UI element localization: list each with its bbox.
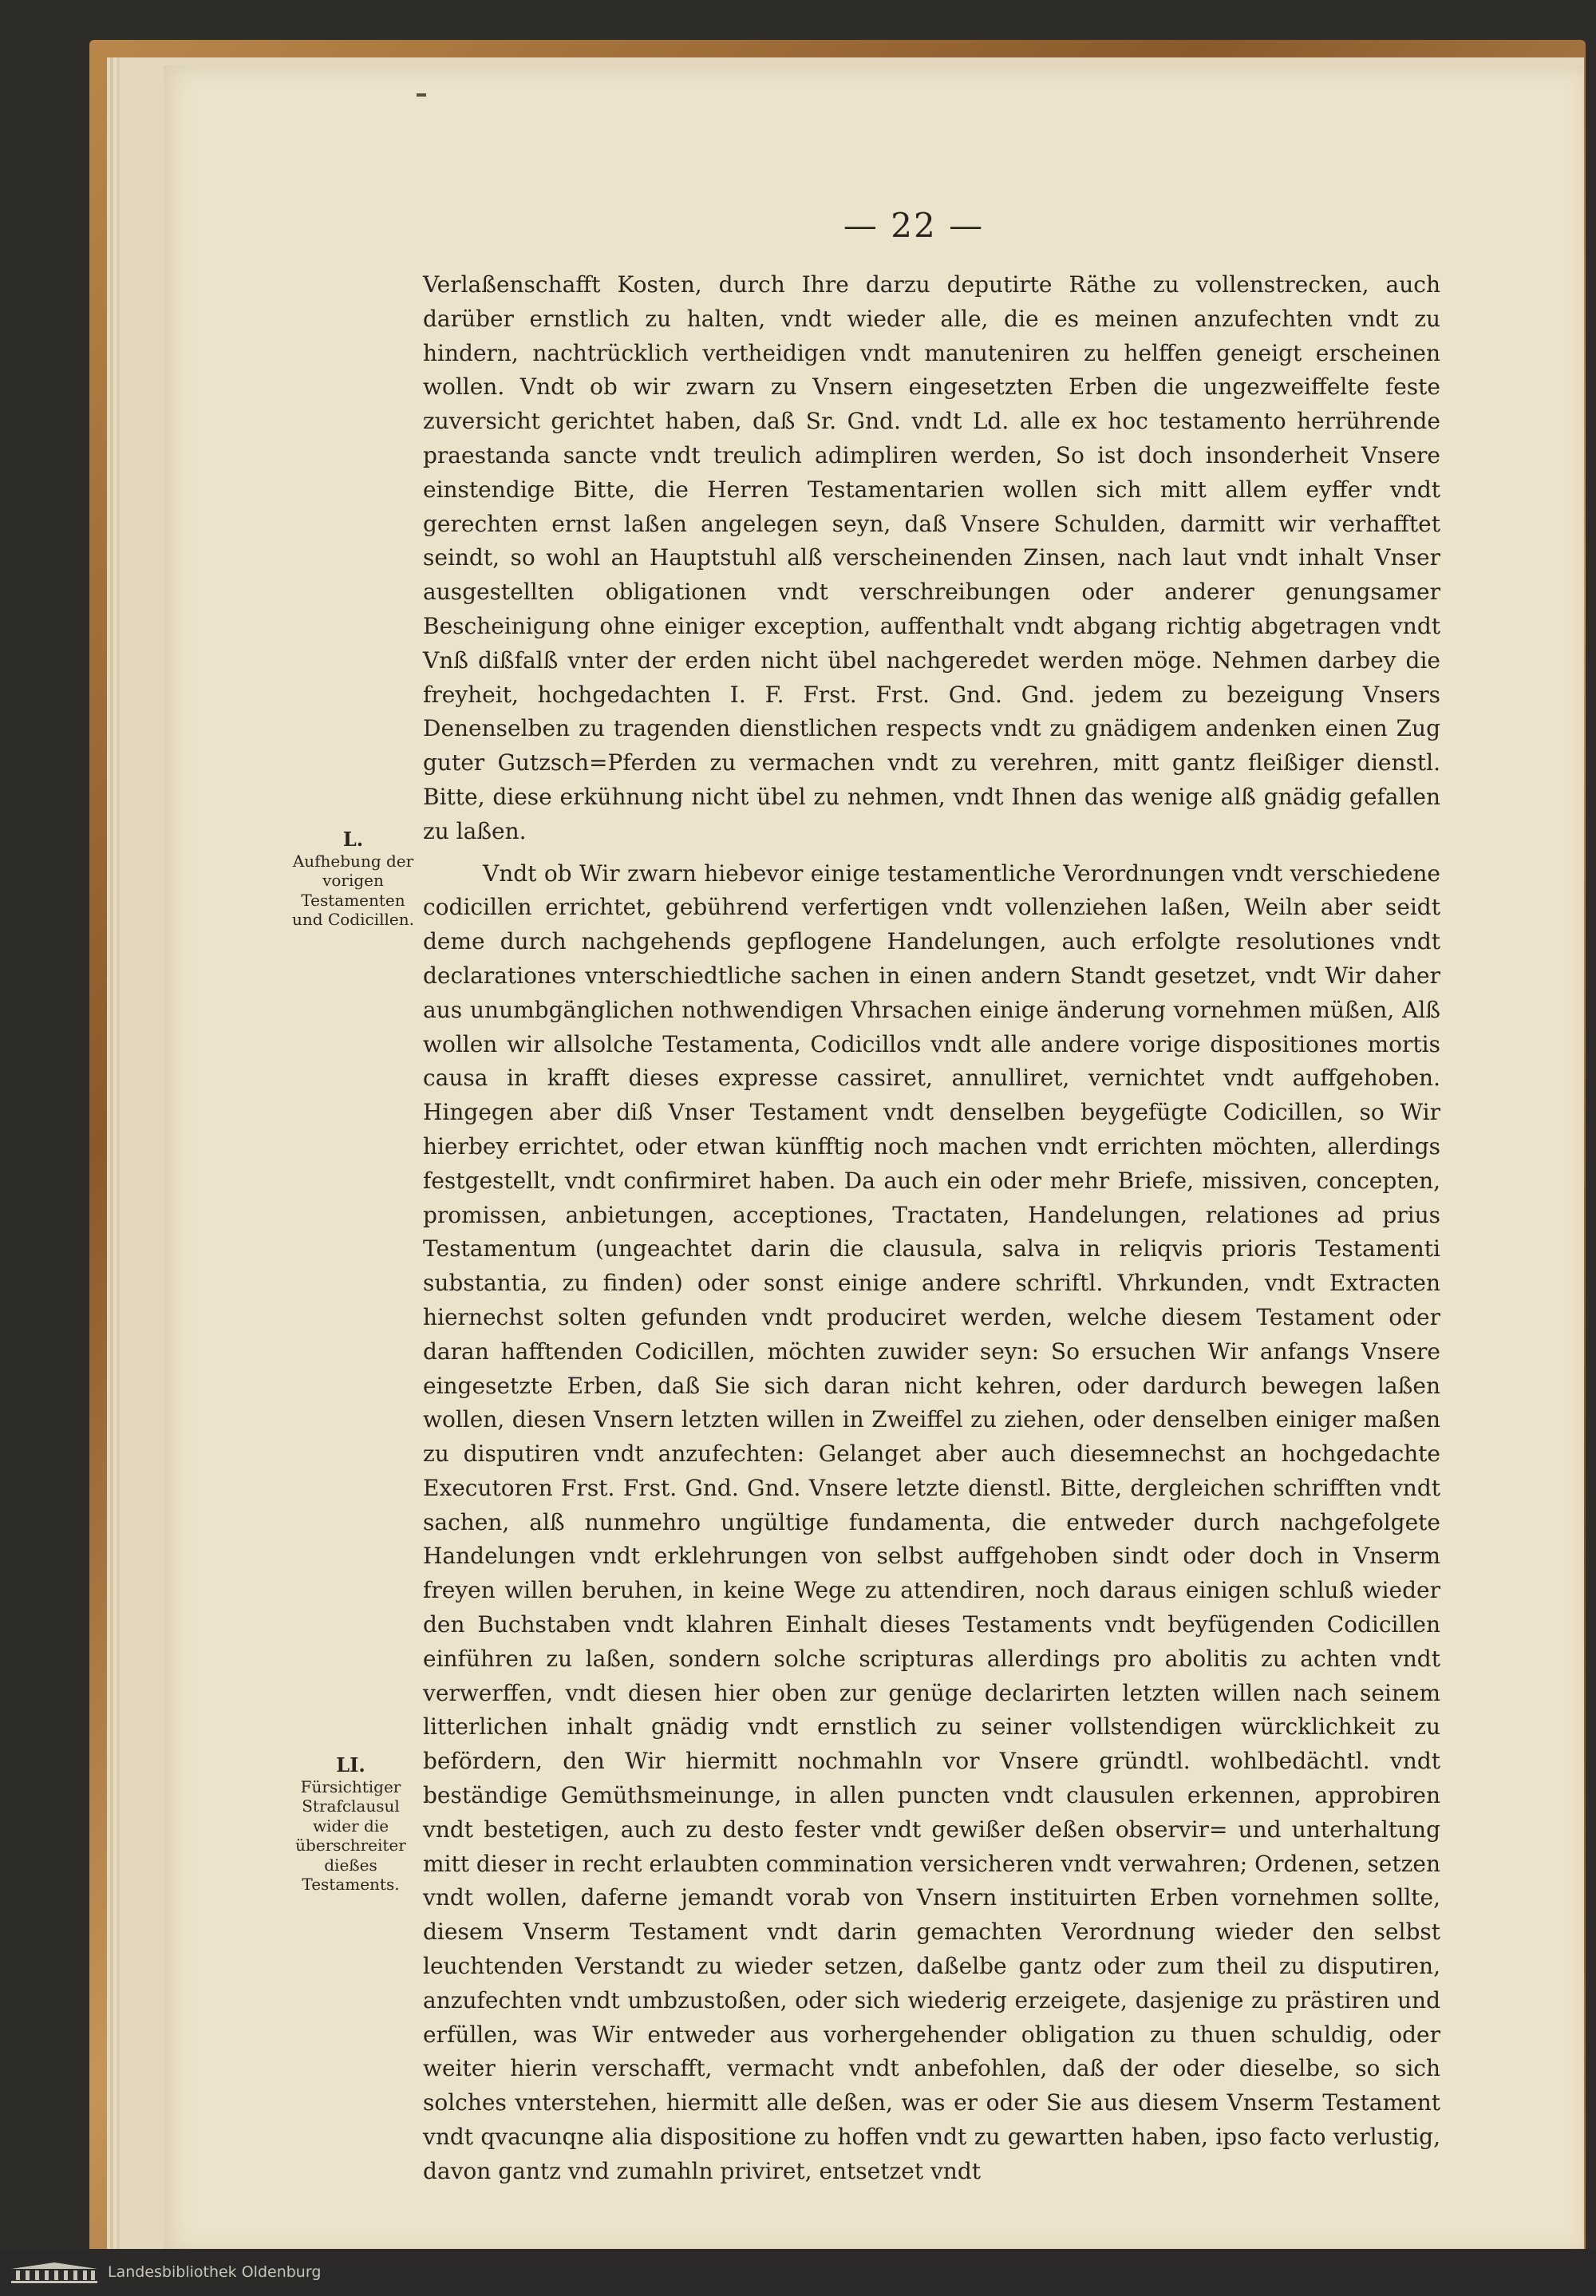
marginal-note xyxy=(281,1753,421,1895)
library-building-logo xyxy=(10,2262,99,2284)
page-number: — 22 — xyxy=(843,206,985,245)
marginal-note-text: Aufhebung der vorigen Testamenten und Codicillen. xyxy=(292,851,414,929)
paragraph: Verlaßenschafft Kosten, durch Ihre darzu deputirte Räthe zu vollenstrecken, auch darüber ernstlich zu halten, vndt wieder alle, die es meinen anzufechten vndt zu hindern, nachtrücklich vertheidigen vndt manuteniren zu helffen geneigt erscheinen wollen. Vndt ob wir zwarn zu Vnsern eingesetzten Erben die ungezweiffelte feste zuversicht gerichtet haben, daß Sr. Gnd. vndt Ld. alle ex hoc testamento herrührende praestanda sancte vndt treulich adimpliren werden, So ist doch insonderheit Vnsere einstendige Bitte, die Herren Testamentarien wollen sich mitt allem eyffer vndt gerechten ernst laßen angelegen seyn, daß Vnsere Schulden, darmitt wir verhafftet seindt, so wohl an Hauptstuhl alß verscheinenden Zinsen, nach laut vndt inhalt Vnser ausgestellten obligationen vndt verschreibungen oder anderer genungsamer Bescheinigung ohne einiger exception, auffenthalt vndt abgang richtig abgetragen vndt Vnß dißfalß vnter der erden nicht übel nachgeredet werden möge. Nehmen darbey die freyheit, hochgedachten I. F. Frst. Frst. Gnd. Gnd. jedem zu bezeigung Vnsers Denenselben zu tragenden dienstlichen respects vndt zu gnädigem andenken einen Zug guter Gutzsch=Pferden zu vermachen vndt zu verehren, mitt gantz fleißiger dienstl. Bitte, diese erkühnung nicht übel zu nehmen, vndt Ihnen das wenige alß gnädig gefallen zu laßen. xyxy=(423,271,1440,844)
library-name: Landesbibliothek Oldenburg xyxy=(108,2263,322,2281)
marginal-note-text: Fürsichtiger Strafclausul wider die überschreiter dießes Testaments. xyxy=(295,1776,406,1894)
marginal-note xyxy=(283,830,423,930)
section-number: LI. xyxy=(336,1753,365,1776)
paragraph: Vndt ob Wir zwarn hiebevor einige testamentliche Verordnungen vndt verschiedene codicillen errichtet, gebührend verfertigen vndt vollenziehen laßen, Weiln aber seidt deme durch nachgehends gepflogene Handelungen, auch erfolgte resolutiones vndt declarationes vnterschiedtliche sachen in einen andern Standt gesetzet, vndt Wir daher aus unumbgänglichen nothwendigen Vhrsachen einige änderung vornehmen müßen, Alß wollen wir allsolche Testamenta, Codicillos vndt alle andere vorige dispositiones mortis causa in krafft dieses expresse cassiret, annulliret, vernichtet vndt auffgehoben. Hingegen aber diß Vnser Testament vndt denselben beygefügte Codicillen, so Wir hierbey errichtet, oder etwan künfftig noch machen vndt errichten möchten, allerdings festgestellt, vndt confirmiret haben. Da auch ein oder mehr Briefe, missiven, concepten, promissen, anbietungen, acceptiones, Tractaten, Handelungen, relationes ad prius Testamentum (ungeachtet darin die clausula, salva in reliqvis prioris Testamenti substantia, zu finden) oder sonst einige andere schriftl. Vhrkunden, vndt Extracten hiernechst solten gefunden vndt produciret werden, welche diesem Testament oder daran hafftenden Codicillen, möchten zuwider seyn: So ersuchen Wir anfangs Vnsere eingesetzte Erben, daß Sie sich daran nicht kehren, oder dardurch bewegen laßen wollen, diesen Vnsern letzten willen in Zweiffel zu ziehen, oder denselben einiger maßen zu disputiren vndt anzufechten: Gelanget aber auch diesemnechst an hochgedachte Executoren Frst. Frst. Gnd. Gnd. Vnsere letzte dienstl. Bitte, dergleichen schrifften vndt sachen, alß nunmehro ungültige fundamenta, die entweder durch nachgefolgete Handelungen vndt erklehrungen von selbst auffgehoben sindt oder doch in Vnserm freyen willen beruhen, in keine Wege zu attendiren, noch daraus einigen schluß wieder den Buchstaben vndt klahren Einhalt dieses Testaments vndt beyfügenden Codicillen einführen zu laßen, sondern solche scripturas allerdings pro abolitis zu achten vndt verwerffen, vndt diesen hier oben zur genüge declarirten letzten willen nach seinem litterlichen inhalt gnädig vndt ernstlich zu seiner vollstendigen würcklichkeit zu befördern, den Wir hiermitt nochmahln vor Vnsere gründtl. wohlbedächtl. vndt beständige Gemüthsmeinunge, in allen puncten vndt clausulen erkennen, approbiren vndt bestetigen, auch zu desto fester vndt gewißer deßen observir= und unterhaltung mitt dieser in recht erlaubten commination versicheren vndt verwahren; Ordenen, setzen vndt wollen, daferne jemandt vorab von Vnsern instituirten Erben vornehmen sollte, diesem Vnserm Testament vndt darin gemachten Verordnung wieder den selbst leuchtenden Verstandt zu wieder setzen, daßelbe gantz oder zum theil zu disputiren, anzufechten vndt umbzustoßen, oder sich wiederig erzeigete, dasjenige zu prästiren und erfüllen, was Wir entweder aus vorhergehender obligation zu thuen schuldig, oder weiter hierin verschafft, vermacht vndt anbefohlen, daß der oder dieselbe, so sich solches vnterstehen, hiermitt alle deßen, was er oder Sie aus diesem Vnserm Testament vndt qvacunqne alia dispositione zu hoffen vndt zu gewartten haben, ipso facto verlustig, davon gantz vnd zumahln priviret, entsetzet vndt xyxy=(423,860,1440,2184)
main-text-column xyxy=(423,268,1440,2189)
section-number: L. xyxy=(342,828,364,851)
page-mark xyxy=(417,93,426,97)
